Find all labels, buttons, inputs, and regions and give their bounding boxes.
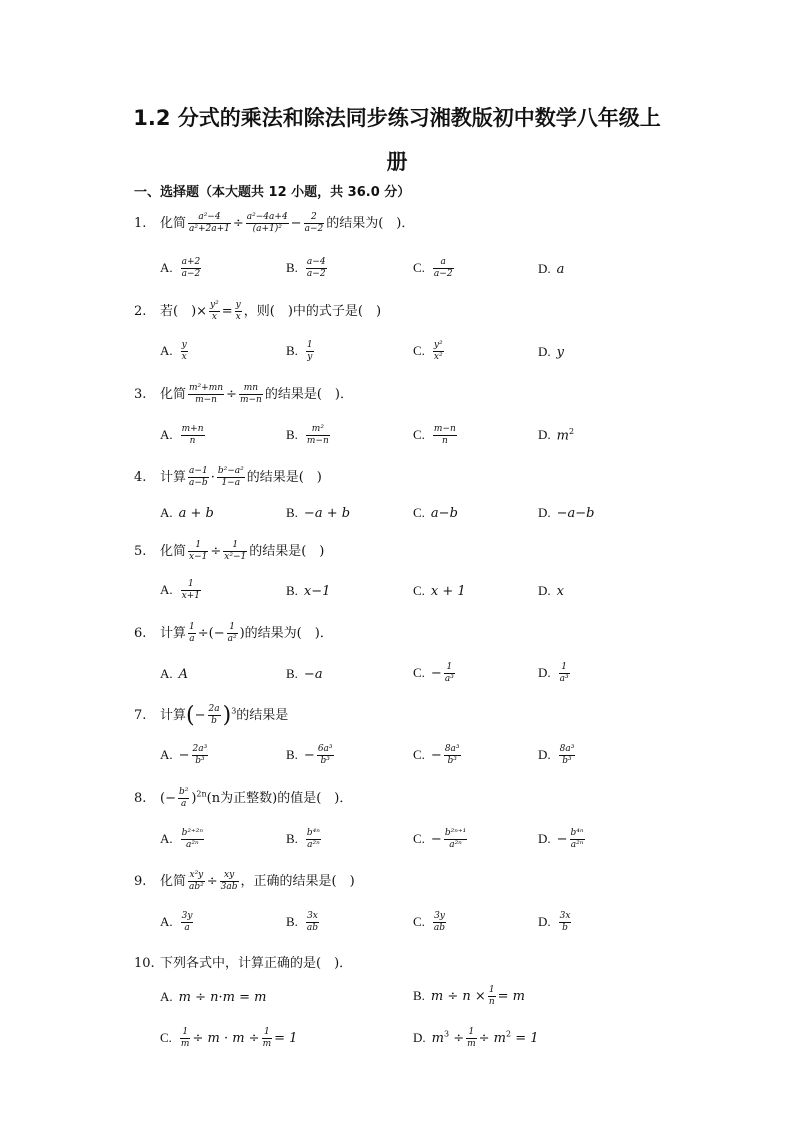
question-3: 3. 化简 $\frac{\text{m²+mn}}{m-n}$ ÷ $\frac{mn}{m-n}$ 的结果是( )． xyxy=(134,383,353,405)
option-a[interactable]: A. − $\frac{\text{2a³}}{\text{b³}}$ xyxy=(160,744,208,766)
option-d[interactable]: D. −a−b xyxy=(538,505,595,521)
option-b[interactable]: B. x−1 xyxy=(286,583,331,599)
math-fraction: $\frac{\text{a²−4}}{\text{a²+2a+1}}$ xyxy=(189,212,230,234)
question-text: 的结果是( ) xyxy=(249,544,325,559)
question-text: 的结果是 xyxy=(236,708,289,723)
math-fraction: $\frac{2}{a-2}$ xyxy=(304,212,324,234)
question-text: 化简 xyxy=(160,544,187,559)
option-a[interactable]: A. $\frac{y}{x}$ xyxy=(160,340,187,362)
option-c[interactable]: C. − $\frac{\text{b²ⁿ⁺¹}}{\text{a²ⁿ}}$ xyxy=(413,828,467,850)
option-d[interactable]: D. x xyxy=(538,583,564,599)
option-d[interactable]: D. $\frac{1}{\text{a³}}$ xyxy=(538,662,569,684)
question-2: 2. 若( )× $\frac{\text{y²}}{x}$ = $\frac{y}{x}$ ，则( )中的式子是( ) xyxy=(134,300,382,322)
question-number: 7. xyxy=(134,708,147,723)
document-title xyxy=(112,96,682,184)
math-fraction: $\frac{\text{a²−4a+4}}{\text{(a+1)²}}$ xyxy=(246,212,288,234)
option-c[interactable]: C. $\frac{3y}{ab}$ xyxy=(413,911,446,933)
option-c[interactable]: C. x + 1 xyxy=(413,583,466,599)
question-text: ，正确的结果是( ) xyxy=(240,874,355,889)
title-line-1: 1.2 分式的乘法和除法同步练习湘教版初中数学八年级上 xyxy=(133,106,661,130)
question-6: 6. 计算 $\frac{1}{a}$ ÷(− $\frac{1}{\text{a²}}$ )的结果为( )． xyxy=(134,622,333,644)
option-a[interactable]: A. $\frac{1}{x+1}$ xyxy=(160,579,200,601)
option-b[interactable]: B. $\frac{3x}{ab}$ xyxy=(286,911,319,933)
option-c[interactable]: C. $\frac{1}{m}$ ÷ m · m ÷ $\frac{1}{m}$ = 1 xyxy=(160,1027,298,1049)
option-a[interactable]: A. a + b xyxy=(160,505,214,521)
option-a[interactable]: A. A xyxy=(160,666,189,682)
question-10 xyxy=(134,952,352,971)
option-b[interactable]: B. m ÷ n × $\frac{1}{n}$ = m xyxy=(413,985,525,1007)
option-b[interactable]: B. $\frac{a-4}{a-2}$ xyxy=(286,257,326,279)
option-a[interactable]: A. m ÷ n·m = m xyxy=(160,989,267,1005)
option-d[interactable]: D. $\frac{\text{8a³}}{\text{b³}}$ xyxy=(538,744,575,766)
option-b[interactable]: B. $\frac{\text{m²}}{m-n}$ xyxy=(286,424,329,446)
section-heading: 一、选择题（本大题共 12 小题，共 36.0 分） xyxy=(134,185,411,200)
question-text: 计算 xyxy=(160,708,187,723)
question-7: 7. 计算(− $\frac{2a}{b}$ )$^3$的结果是 xyxy=(134,703,289,728)
question-number: 8. xyxy=(134,791,147,806)
option-d[interactable]: D. $m^3$ ÷ $\frac{1}{m}$ ÷ $m^2 = 1$ xyxy=(413,1027,539,1049)
question-text: 下列各式中，计算正确的是( )． xyxy=(160,956,353,971)
question-text: 的结果为( )． xyxy=(244,626,333,641)
option-b[interactable]: B. −a + b xyxy=(286,505,351,521)
question-number: 2. xyxy=(134,304,147,319)
question-text: 化简 xyxy=(160,874,187,889)
option-a[interactable]: A. $\frac{a+2}{a-2}$ xyxy=(160,257,201,279)
option-b[interactable]: B. −a xyxy=(286,666,323,682)
question-text: 若( )× xyxy=(160,304,208,319)
question-number: 1. xyxy=(134,216,147,231)
question-text: 化简 xyxy=(160,387,187,402)
option-b[interactable]: B. − $\frac{\text{6a³}}{\text{b³}}$ xyxy=(286,744,333,766)
option-c[interactable]: C. − $\frac{\text{8a³}}{\text{b³}}$ xyxy=(413,744,460,766)
question-8: 8. (− $\frac{\text{b²}}{a}$ )$^{2n}$(n为正整数)的值是( )． xyxy=(134,787,353,809)
option-d[interactable]: D. y xyxy=(538,344,564,360)
question-number: 6. xyxy=(134,626,147,641)
question-text: 计算 xyxy=(160,626,187,641)
option-c[interactable]: C. a−b xyxy=(413,505,458,521)
option-d[interactable]: D. a xyxy=(538,261,565,277)
option-c[interactable]: C. − $\frac{1}{\text{a³}}$ xyxy=(413,662,454,684)
title-line-2: 册 xyxy=(386,150,408,174)
question-text: 的结果是( ) xyxy=(246,470,322,485)
question-4: 4. 计算 $\frac{a-1}{a-b}$ · $\frac{\text{b²−a²}}{1-a}$ 的结果是( ) xyxy=(134,466,322,488)
option-d[interactable]: D. − $\frac{\text{b⁴ⁿ}}{\text{a²ⁿ}}$ xyxy=(538,828,584,850)
question-text: (n为正整数)的值是( )． xyxy=(206,791,353,806)
question-text: ，则( )中的式子是( ) xyxy=(243,304,382,319)
option-c[interactable]: C. $\frac{m-n}{n}$ xyxy=(413,424,456,446)
option-c[interactable]: C. $\frac{\text{y²}}{\text{x²}}$ xyxy=(413,340,443,362)
question-9: 9. 化简 $\frac{\text{x²y}}{\text{ab²}}$ ÷ $\frac{xy}{3ab}$ ，正确的结果是( ) xyxy=(134,870,355,892)
question-1: 1. 化简 $\frac{\text{a²−4}}{\text{a²+2a+1}}$ ÷ $\frac{\text{a²−4a+4}}{\text{(a+1)²}}$ − $\frac{2}{a-2}$ 的结果为( )． xyxy=(134,212,415,234)
question-number: 9. xyxy=(134,874,147,889)
question-text: 的结果为( )． xyxy=(326,216,415,231)
question-text: 的结果是( )． xyxy=(264,387,353,402)
option-b[interactable]: B. $\frac{1}{y}$ xyxy=(286,340,313,362)
question-number: 4. xyxy=(134,470,147,485)
question-number: 3. xyxy=(134,387,147,402)
option-c[interactable]: C. $\frac{a}{a-2}$ xyxy=(413,257,453,279)
option-a[interactable]: A. $\frac{3y}{a}$ xyxy=(160,911,193,933)
question-text: 计算 xyxy=(160,470,187,485)
option-d[interactable]: D. $\frac{3x}{b}$ xyxy=(538,911,571,933)
question-number: 5. xyxy=(134,544,147,559)
option-b[interactable]: B. $\frac{\text{b⁴ⁿ}}{\text{a²ⁿ}}$ xyxy=(286,828,320,850)
option-d[interactable]: D. $m^2$ xyxy=(538,427,575,444)
question-text: 化简 xyxy=(160,216,187,231)
option-a[interactable]: A. $\frac{\text{b²⁺²ⁿ}}{\text{a²ⁿ}}$ xyxy=(160,828,204,850)
question-number: 10. xyxy=(134,956,155,971)
question-5: 5. 化简 $\frac{1}{x-1}$ ÷ $\frac{1}{\text{x²−1}}$ 的结果是( ) xyxy=(134,540,325,562)
option-a[interactable]: A. $\frac{m+n}{n}$ xyxy=(160,424,204,446)
